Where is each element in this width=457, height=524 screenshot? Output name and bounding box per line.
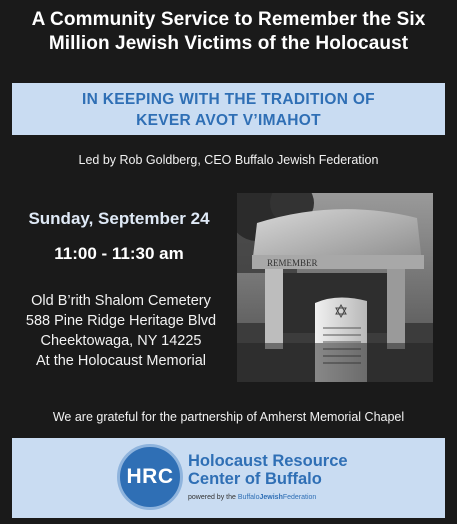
powered-org-buffalo: Buffalo (237, 494, 260, 501)
headline-line-2: Million Jewish Victims of the Holocaust (48, 33, 409, 54)
logo-name-line-2: Center of Buffalo (188, 470, 322, 488)
powered-org-jewish: Jewish (259, 494, 283, 501)
remember-engraving: REMEMBER (267, 258, 318, 268)
tradition-line-2: KEVER AVOT V’IMAHOT (136, 112, 321, 129)
event-date: Sunday, September 24 (28, 209, 210, 228)
address-line-2: 588 Pine Ridge Heritage Blvd (25, 313, 217, 329)
address-line-1: Old B’rith Shalom Cemetery (31, 293, 211, 309)
powered-org-federation: Federation (282, 494, 317, 501)
partnership-text: We are grateful for the partnership of Amherst Memorial Chapel (52, 410, 405, 424)
address-line-3: Cheektowaga, NY 14225 (40, 333, 202, 349)
event-address (14, 291, 228, 371)
tradition-line-1: IN KEEPING WITH THE TRADITION OF (82, 91, 375, 108)
powered-prefix: powered by the (188, 494, 236, 501)
led-by-text: Led by Rob Goldberg, CEO Buffalo Jewish Federation (78, 153, 379, 167)
cemetery-memorial-photo (237, 193, 433, 382)
headline (0, 8, 457, 56)
tradition-banner (12, 83, 445, 135)
address-line-4: At the Holocaust Memorial (35, 353, 207, 369)
headline-line-1: A Community Service to Remember the Six (31, 9, 426, 30)
logo-name-line-1: Holocaust Resource (188, 452, 348, 470)
logo-banner (12, 438, 445, 518)
hrc-logo-icon (117, 444, 183, 510)
logo-wordmark (188, 452, 348, 488)
memorial-photo-illustration (237, 193, 433, 382)
hrc-logo-mark: HRC (126, 465, 174, 488)
powered-by-line (188, 494, 316, 501)
event-time: 11:00 - 11:30 am (54, 244, 184, 263)
